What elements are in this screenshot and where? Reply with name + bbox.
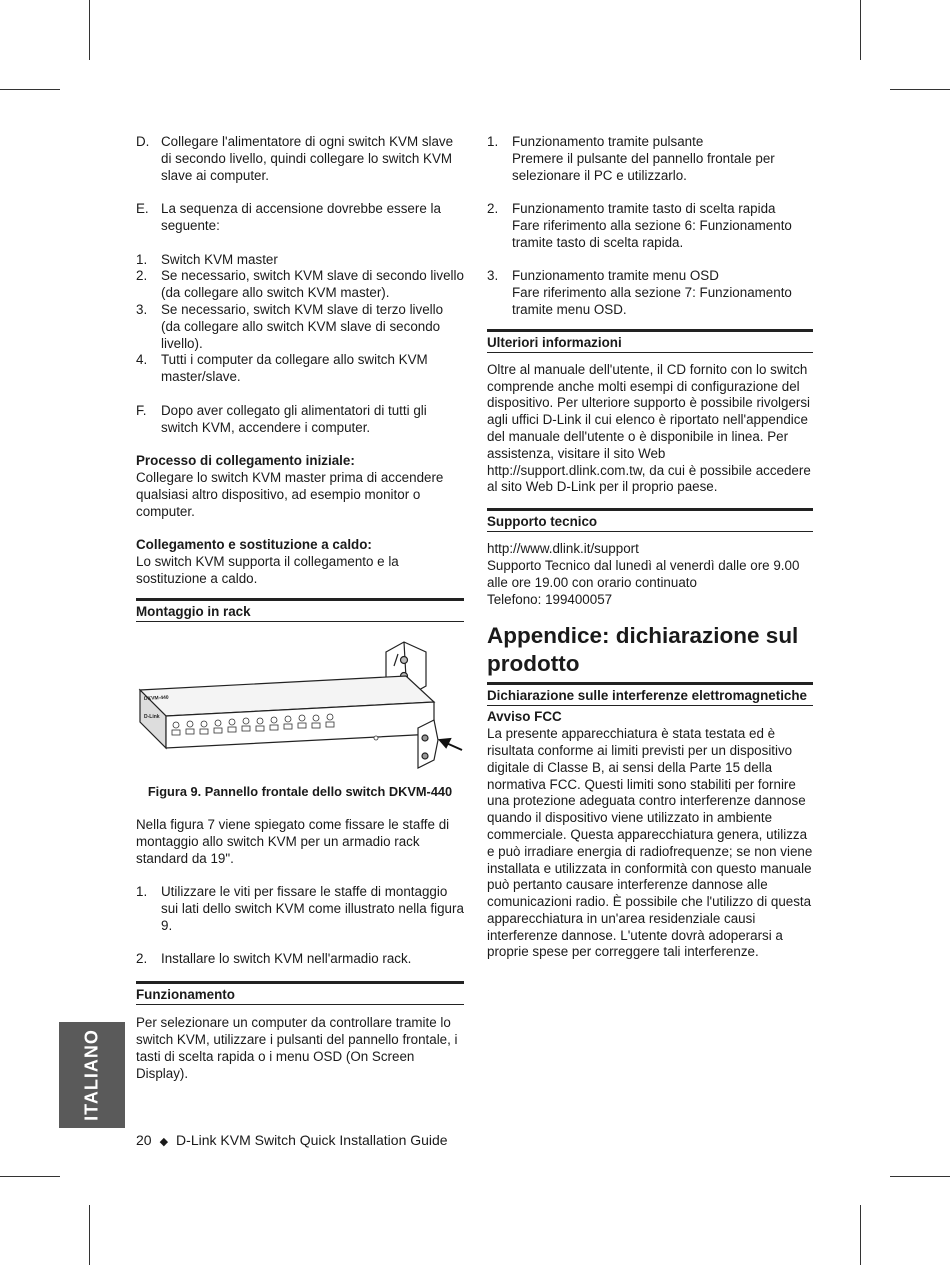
crop-mark — [860, 1205, 861, 1265]
hot-swap-text: Lo switch KVM supporta il collegamento e la sostituzione a caldo. — [136, 553, 399, 586]
page-number: 20 — [136, 1132, 152, 1148]
language-tab — [59, 1022, 125, 1128]
kvm-switch-figure — [136, 630, 464, 780]
left-column — [136, 134, 464, 1082]
fcc-title: Avviso FCC — [487, 709, 562, 725]
figure-caption: Figura 9. Pannello frontale dello switch DKVM-440 — [147, 783, 453, 799]
initial-connection-text: Collegare lo switch KVM master prima di accendere qualsiasi altro dispositivo, ad esempio monitor o computer. — [136, 469, 444, 519]
language-tab-label: ITALIANO — [81, 1029, 102, 1121]
rack-mount-heading: Montaggio in rack — [136, 598, 464, 622]
operation-mode-item: 3. Funzionamento tramite menu OSD Fare riferimento alla sezione 7: Funzionamento tramite menu OSD. — [487, 268, 792, 317]
crop-mark — [860, 0, 861, 60]
crop-mark — [890, 1176, 950, 1177]
operation-text: Per selezionare un computer da controllare tramite lo switch KVM, utilizzare i pulsanti del pannello frontale, i tasti di scelta rapida o i menu OSD (On Screen Display). — [136, 1015, 458, 1081]
tech-support-heading: Supporto tecnico — [487, 508, 813, 532]
support-hours: Supporto Tecnico dal lunedì al venerdì dalle ore 9.00 alle ore 19.00 con orario continuato — [487, 557, 800, 590]
power-sequence-item: 2. Se necessario, switch KVM slave di secondo livello (da collegare allo switch KVM master). — [136, 268, 464, 301]
guide-title: D-Link KVM Switch Quick Installation Guide — [176, 1132, 448, 1148]
crop-mark — [890, 89, 950, 90]
appendix-title: Appendice: dichiarazione sul prodotto — [487, 623, 799, 677]
kvm-switch-illustration — [136, 630, 466, 780]
step-f: F. Dopo aver collegato gli alimentatori di tutti gli switch KVM, accendere i computer. — [136, 402, 427, 435]
power-sequence-item: 4. Tutti i computer da collegare allo switch KVM master/slave. — [136, 352, 428, 385]
crop-mark — [0, 89, 60, 90]
step-d: D. Collegare l'alimentatore di ogni switch KVM slave di secondo livello, quindi collegare lo switch KVM slave ai computer. — [136, 134, 454, 183]
support-url: http://www.dlink.it/support — [487, 541, 639, 557]
initial-connection-title: Processo di collegamento iniziale: — [136, 453, 355, 469]
right-column — [487, 134, 813, 961]
emi-heading: Dichiarazione sulle interferenze elettromagnetiche — [487, 682, 813, 706]
more-info-heading: Ulteriori informazioni — [487, 329, 813, 353]
diamond-icon: ◆ — [159, 1136, 169, 1148]
rack-mount-text: Nella figura 7 viene spiegato come fissare le staffe di montaggio allo switch KVM per un armadio rack standard da 19". — [136, 817, 450, 866]
svg-text:D-Link: D-Link — [144, 713, 160, 720]
power-sequence-item: 3. Se necessario, switch KVM slave di terzo livello (da collegare allo switch KVM slave di secondo livello). — [136, 301, 444, 351]
support-phone: Telefono: 199400057 — [487, 591, 613, 607]
more-info-text: Oltre al manuale dell'utente, il CD fornito con lo switch comprende anche molti esempi di configurazione del dispositivo. Per ulteriore supporto è possibile rivolgersi agli uffici D-Link il cui elenco è riportato nell'appendice del manuale dell'utente o è disponibile in linea. Per assistenza, visitare il sito Web http://support.dlink.com.tw, da cui è possibile accedere al sito Web D-Link per il proprio paese. — [487, 361, 811, 495]
rack-step: 1. Utilizzare le viti per fissare le staffe di montaggio sui lati dello switch KVM come illustrato nella figura 9. — [136, 884, 464, 933]
crop-mark — [0, 1176, 60, 1177]
rack-step: 2. Installare lo switch KVM nell'armadio rack. — [136, 951, 412, 967]
crop-mark — [89, 0, 90, 60]
fcc-text: La presente apparecchiatura è stata testata ed è risultata conforme ai limiti previsti per un dispositivo digitale di Classe B, ai sensi della Parte 15 della normativa FCC. Questi limiti sono stabiliti per fornire una protezione adeguata contro interferenze dannose quando il dispositivo viene utilizzato in ambiente commerciale. Questa apparecchiatura genera, utilizza e può irradiare energia di radiofrequenze; se non viene installata e utilizzata in conformità con questo manuale può pertanto causare interferenze dannose alle comunicazioni radio. È possibile che l'utilizzo di questa apparecchiatura in un'area residenziale causi interferenze dannose. L'utente dovrà adoperarsi a proprie spese per correggere tali interferenze. — [487, 726, 813, 960]
step-e: E. La sequenza di accensione dovrebbe essere la seguente: — [136, 201, 441, 233]
svg-text:DKVM-440: DKVM-440 — [143, 694, 169, 702]
page-footer — [136, 1131, 448, 1151]
operation-mode-item: 1. Funzionamento tramite pulsante Premere il pulsante del pannello frontale per selezionare il PC e utilizzarlo. — [487, 134, 775, 183]
operation-mode-item: 2. Funzionamento tramite tasto di scelta rapida Fare riferimento alla sezione 6: Funzionamento tramite tasto di scelta rapida. — [487, 201, 792, 250]
operation-heading: Funzionamento — [136, 981, 464, 1005]
power-sequence-item: 1. Switch KVM master — [136, 251, 278, 267]
hot-swap-title: Collegamento e sostituzione a caldo: — [136, 537, 372, 553]
crop-mark — [89, 1205, 90, 1265]
